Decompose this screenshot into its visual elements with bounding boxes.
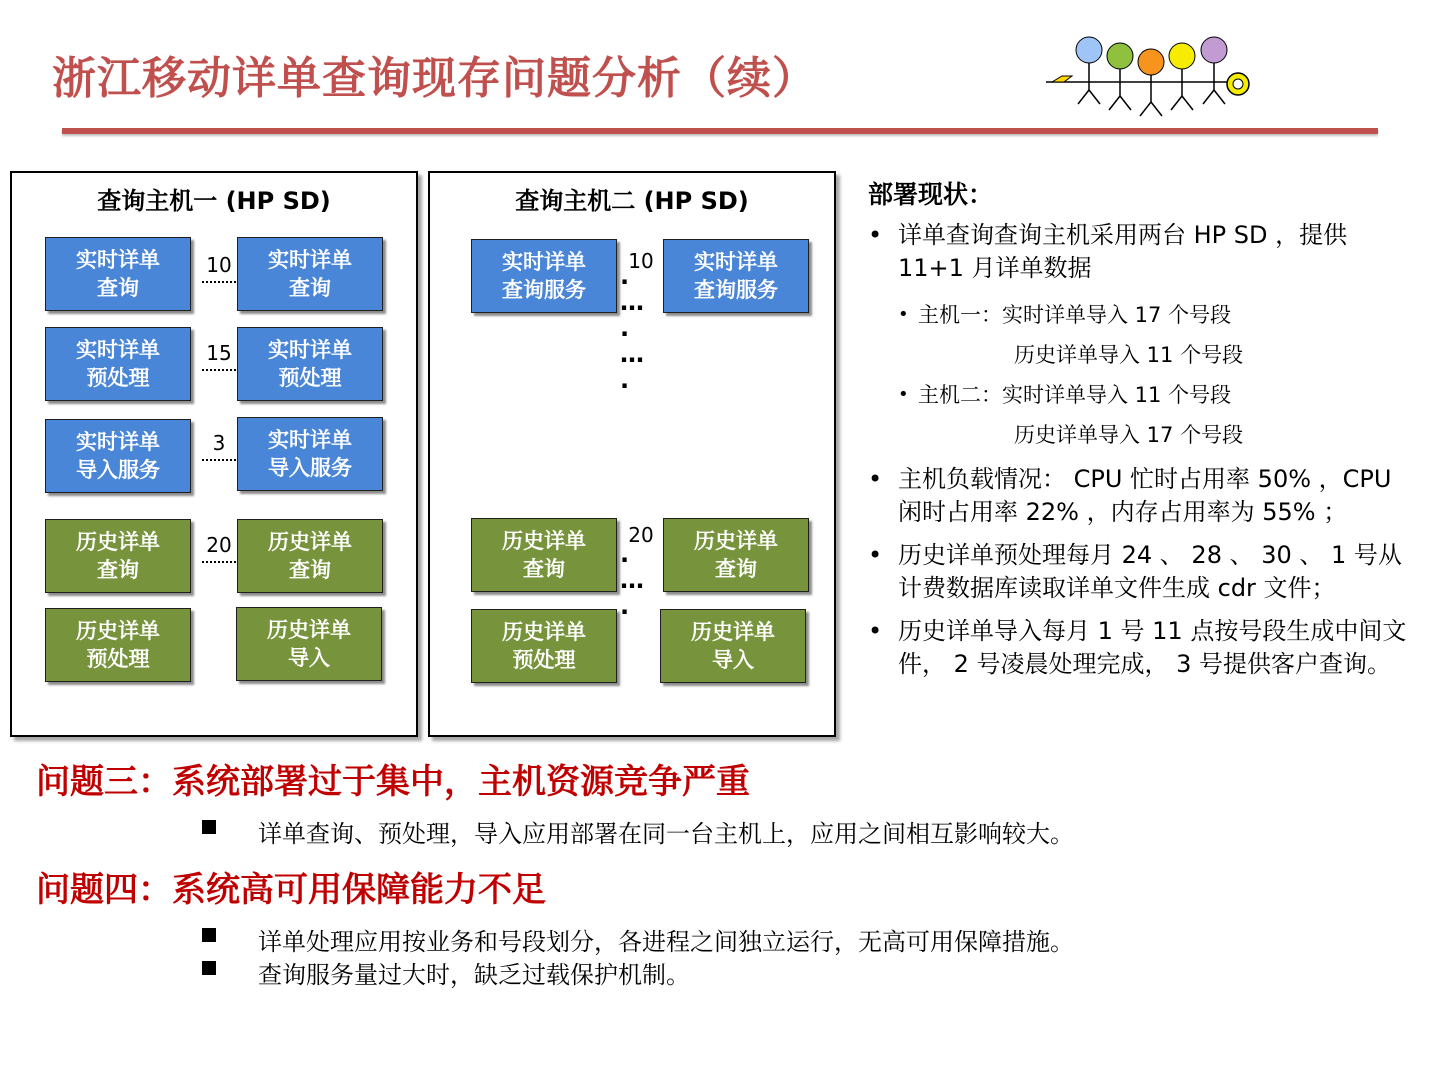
- problem3-item-1: 详单查询、预处理，导入应用部署在同一台主机上，应用之间相互影响较大。: [258, 820, 1074, 848]
- host2-row2-left-box: 历史详单 查询: [471, 518, 617, 592]
- host2-row3-left-box: 历史详单 预处理: [471, 609, 617, 683]
- host1-row4-left-box: 历史详单 查询: [45, 519, 191, 593]
- problem4-title: 问题四：系统高可用保障能力不足: [36, 870, 546, 910]
- deployment-sub-host2: • 主机二：实时详单导入 11 个号段: [868, 375, 1416, 415]
- host2-row1-right-box: 实时详单 查询服务: [663, 239, 809, 313]
- host2-ellipsis-dots: . … . … .: [620, 262, 644, 394]
- deployment-bullet-3: • 历史详单预处理每月 24 、 28 、 30 、 1 号从计费数据库读取详单文件生成 cdr 文件；: [868, 539, 1416, 605]
- host1-row2-count: 15: [206, 341, 232, 365]
- problem4-bullet-square-2: [202, 961, 216, 975]
- host2-row2-right-box: 历史详单 查询: [663, 518, 809, 592]
- host2-lower-dots: . … .: [620, 540, 644, 620]
- host2-row3-right-box: 历史详单 导入: [660, 609, 806, 683]
- title-divider: [62, 128, 1378, 134]
- host1-row3-dots: [202, 459, 236, 461]
- deployment-status-panel: [868, 178, 1416, 691]
- host1-row1-right-box: 实时详单 查询: [237, 237, 383, 311]
- problem4-bullet-square-1: [202, 928, 216, 942]
- host2-panel: [428, 171, 836, 737]
- deployment-sub-host1-history: 历史详单导入 11 个号段: [1014, 343, 1244, 367]
- host1-row2-left-box: 实时详单 预处理: [45, 327, 191, 401]
- host1-panel: [10, 171, 418, 737]
- host1-row3-count: 3: [212, 431, 226, 455]
- host2-row2-count: 20: [628, 523, 654, 547]
- host1-title: 查询主机一 (HP SD): [97, 187, 331, 215]
- host1-row2-dots: [202, 369, 236, 371]
- problem4-item-1: 详单处理应用按业务和号段划分，各进程之间独立运行，无高可用保障措施。: [258, 928, 1074, 956]
- host2-row1-left-box: 实时详单 查询服务: [471, 239, 617, 313]
- host1-row5-right-box: 历史详单 导入: [236, 607, 382, 681]
- deployment-bullet-1: • 详单查询查询主机采用两台 HP SD ，提供 11+1 月详单数据: [868, 219, 1416, 285]
- host2-title: 查询主机二 (HP SD): [515, 187, 749, 215]
- host1-row1-left-box: 实时详单 查询: [45, 237, 191, 311]
- deployment-bullet-4: • 历史详单导入每月 1 号 11 点按号段生成中间文件， 2 号凌晨处理完成， 3 号提供客户查询。: [868, 615, 1416, 681]
- host1-row1-dots: [202, 281, 236, 283]
- problem3-bullet-square: [202, 820, 216, 834]
- host1-row4-dots: [202, 561, 236, 563]
- deployment-heading: 部署现状：: [868, 180, 994, 209]
- host1-row3-left-box: 实时详单 导入服务: [45, 419, 191, 493]
- host1-row4-right-box: 历史详单 查询: [237, 519, 383, 593]
- problem3-title: 问题三：系统部署过于集中，主机资源竞争严重: [36, 762, 750, 802]
- problem4-item-2: 查询服务量过大时，缺乏过载保护机制。: [258, 961, 690, 989]
- deployment-sub-host1: • 主机一：实时详单导入 17 个号段: [868, 295, 1416, 335]
- host1-row2-right-box: 实时详单 预处理: [237, 327, 383, 401]
- host1-row4-count: 20: [206, 533, 232, 557]
- page-title: 浙江移动详单查询现存问题分析（续）: [52, 53, 817, 104]
- host1-row5-left-box: 历史详单 预处理: [45, 608, 191, 682]
- host1-row3-right-box: 实时详单 导入服务: [237, 417, 383, 491]
- deployment-bullet-2: • 主机负载情况： CPU 忙时占用率 50% ，CPU 闲时占用率 22% ，内存占用率为 55% ；: [868, 463, 1416, 529]
- host1-row1-count: 10: [206, 253, 232, 277]
- deployment-sub-host2-history: 历史详单导入 17 个号段: [1014, 423, 1244, 447]
- host2-row1-count: 10: [628, 249, 654, 273]
- people-logo-icon: [1040, 32, 1260, 122]
